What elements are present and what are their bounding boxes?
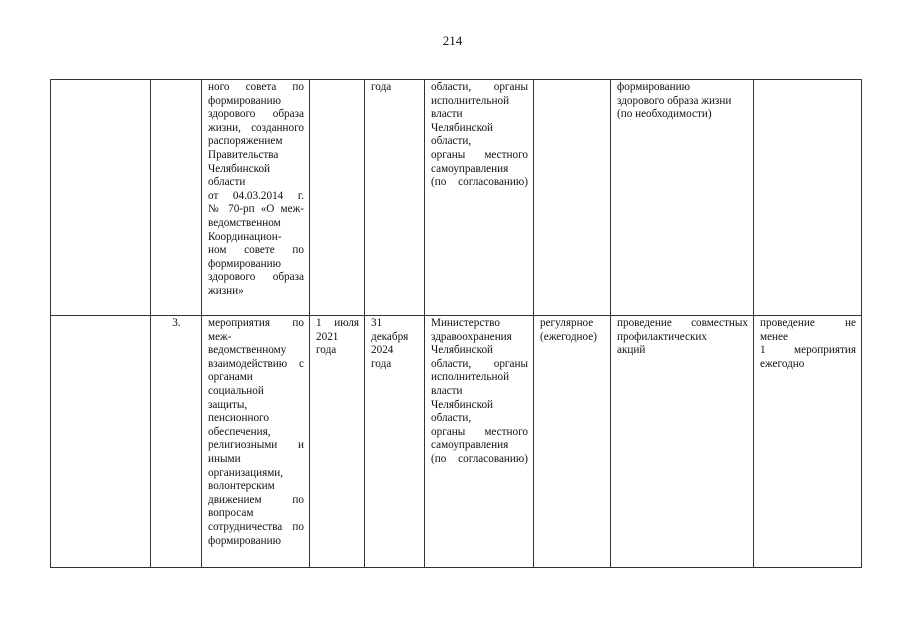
cell-text-line: 2021	[316, 330, 339, 343]
cell-text-line: Министерство	[431, 317, 500, 329]
cell-text-line: жизни»	[208, 284, 244, 297]
cell-text-line: распоряжением	[208, 135, 283, 148]
cell-event-name	[202, 80, 310, 316]
cell-start-date	[310, 80, 365, 316]
cell-text-line: акций	[617, 344, 646, 357]
cell-text-line: здорового образа жизни	[617, 94, 732, 107]
cell-text-line: Челябинской	[431, 121, 494, 134]
cell-text-line: социальной	[208, 384, 264, 397]
cell-text-line: иными	[208, 452, 241, 465]
cell-text-line: ном совете по	[208, 244, 304, 257]
cell-text-line: вопросам	[208, 507, 254, 520]
cell-text-line: пенсионного	[208, 412, 269, 425]
cell-text-line: формированию	[617, 81, 690, 93]
cell-text-line: года	[371, 357, 392, 370]
cell-text-line: ведомственному	[208, 344, 287, 357]
cell-text-line: Челябинской	[431, 344, 494, 357]
cell-text-line: 1 июля	[316, 317, 359, 329]
cell-text-line: 31	[371, 317, 383, 329]
cell-text-line: 1 мероприятия	[760, 344, 856, 357]
cell-end-date	[365, 80, 425, 316]
cell-text-line: здорового образа	[208, 271, 304, 284]
cell-end-date	[365, 316, 425, 568]
cell-text-line: профилактических	[617, 330, 707, 343]
cell-text-line: (ежегодное)	[540, 330, 597, 343]
cell-text-line: движением по	[208, 493, 304, 506]
cell-text-line: жизни, созданного	[208, 121, 304, 134]
cell-text-line: взаимодействию с	[208, 357, 304, 370]
table-row	[51, 316, 862, 568]
cell-text-line: формированию	[208, 534, 281, 547]
cell-text-line: формированию	[208, 94, 281, 107]
cell-text-line: Координацион-	[208, 230, 282, 243]
cell-text-line: (по согласованию)	[431, 176, 528, 189]
cell-text-line: области, органы	[431, 81, 528, 93]
cell-text-line: органами	[208, 371, 253, 384]
cell-text-line: органы местного	[431, 425, 528, 438]
cell-number	[151, 80, 202, 316]
cell-text-line: самоуправления	[431, 439, 509, 452]
cell-text-line: проведение совместных	[617, 317, 748, 329]
cell-text-line: волонтерским	[208, 480, 275, 493]
cell-text-line: формированию	[208, 257, 281, 270]
cell-text-line: Правительства	[208, 148, 279, 161]
cell-text-line: ведомственном	[208, 216, 281, 229]
cell-periodicity	[534, 80, 611, 316]
cell-text-line: (по согласованию)	[431, 452, 528, 465]
cell-text-line: области	[208, 176, 246, 189]
cell-text-line: власти	[431, 384, 463, 397]
cell-text-line: области, органы	[431, 357, 528, 370]
cell-text-line: сотрудничества по	[208, 520, 304, 533]
cell-indicator	[754, 80, 862, 316]
cell-text-line: (по необходимости)	[617, 108, 712, 121]
cell-text-line: менее	[760, 330, 788, 343]
cell-text-line: ежегодно	[760, 357, 805, 370]
cell-description	[611, 80, 754, 316]
cell-text-line: проведение не	[760, 317, 856, 329]
cell-text-line: самоуправления	[431, 162, 509, 175]
cell-text-line: здорового образа	[208, 108, 304, 121]
cell-text-line: обеспечения,	[208, 425, 271, 438]
cell-text-line: области,	[431, 135, 472, 148]
page-number: 214	[442, 33, 463, 48]
cell-text-line: исполнительной	[431, 371, 510, 384]
cell-text-line: области,	[431, 412, 472, 425]
cell-text-line: здравоохранения	[431, 330, 512, 343]
plan-table	[50, 79, 862, 568]
cell-text-line: Челябинской	[431, 398, 494, 411]
cell-text-line: от 04.03.2014 г.	[208, 189, 304, 202]
cell-text-line: органы местного	[431, 148, 528, 161]
cell-text-line: года	[371, 81, 392, 93]
cell-text-line: года	[316, 344, 337, 357]
cell-blank	[51, 80, 151, 316]
cell-description	[611, 316, 754, 568]
cell-text-line: № 70-рп «О меж-	[208, 203, 304, 216]
cell-text-line: организациями,	[208, 466, 284, 479]
cell-text-line: религиозными и	[208, 439, 304, 452]
cell-number: 3.	[151, 316, 202, 568]
cell-responsible	[425, 80, 534, 316]
cell-blank	[51, 316, 151, 568]
cell-text-line: защиты,	[208, 398, 248, 411]
table-row	[51, 80, 862, 316]
cell-text-line: мероприятия по	[208, 317, 304, 329]
cell-text-line: ного совета по	[208, 81, 304, 93]
cell-text-line: декабря	[371, 330, 409, 343]
cell-responsible	[425, 316, 534, 568]
cell-text-line: исполнительной	[431, 94, 510, 107]
cell-event-name	[202, 316, 310, 568]
cell-text-line: Челябинской	[208, 162, 271, 175]
cell-text-line: власти	[431, 108, 463, 121]
cell-start-date	[310, 316, 365, 568]
cell-indicator	[754, 316, 862, 568]
cell-periodicity	[534, 316, 611, 568]
cell-text-line: меж-	[208, 330, 232, 343]
cell-text-line: 2024	[371, 344, 394, 357]
cell-text-line: регулярное	[540, 317, 594, 329]
